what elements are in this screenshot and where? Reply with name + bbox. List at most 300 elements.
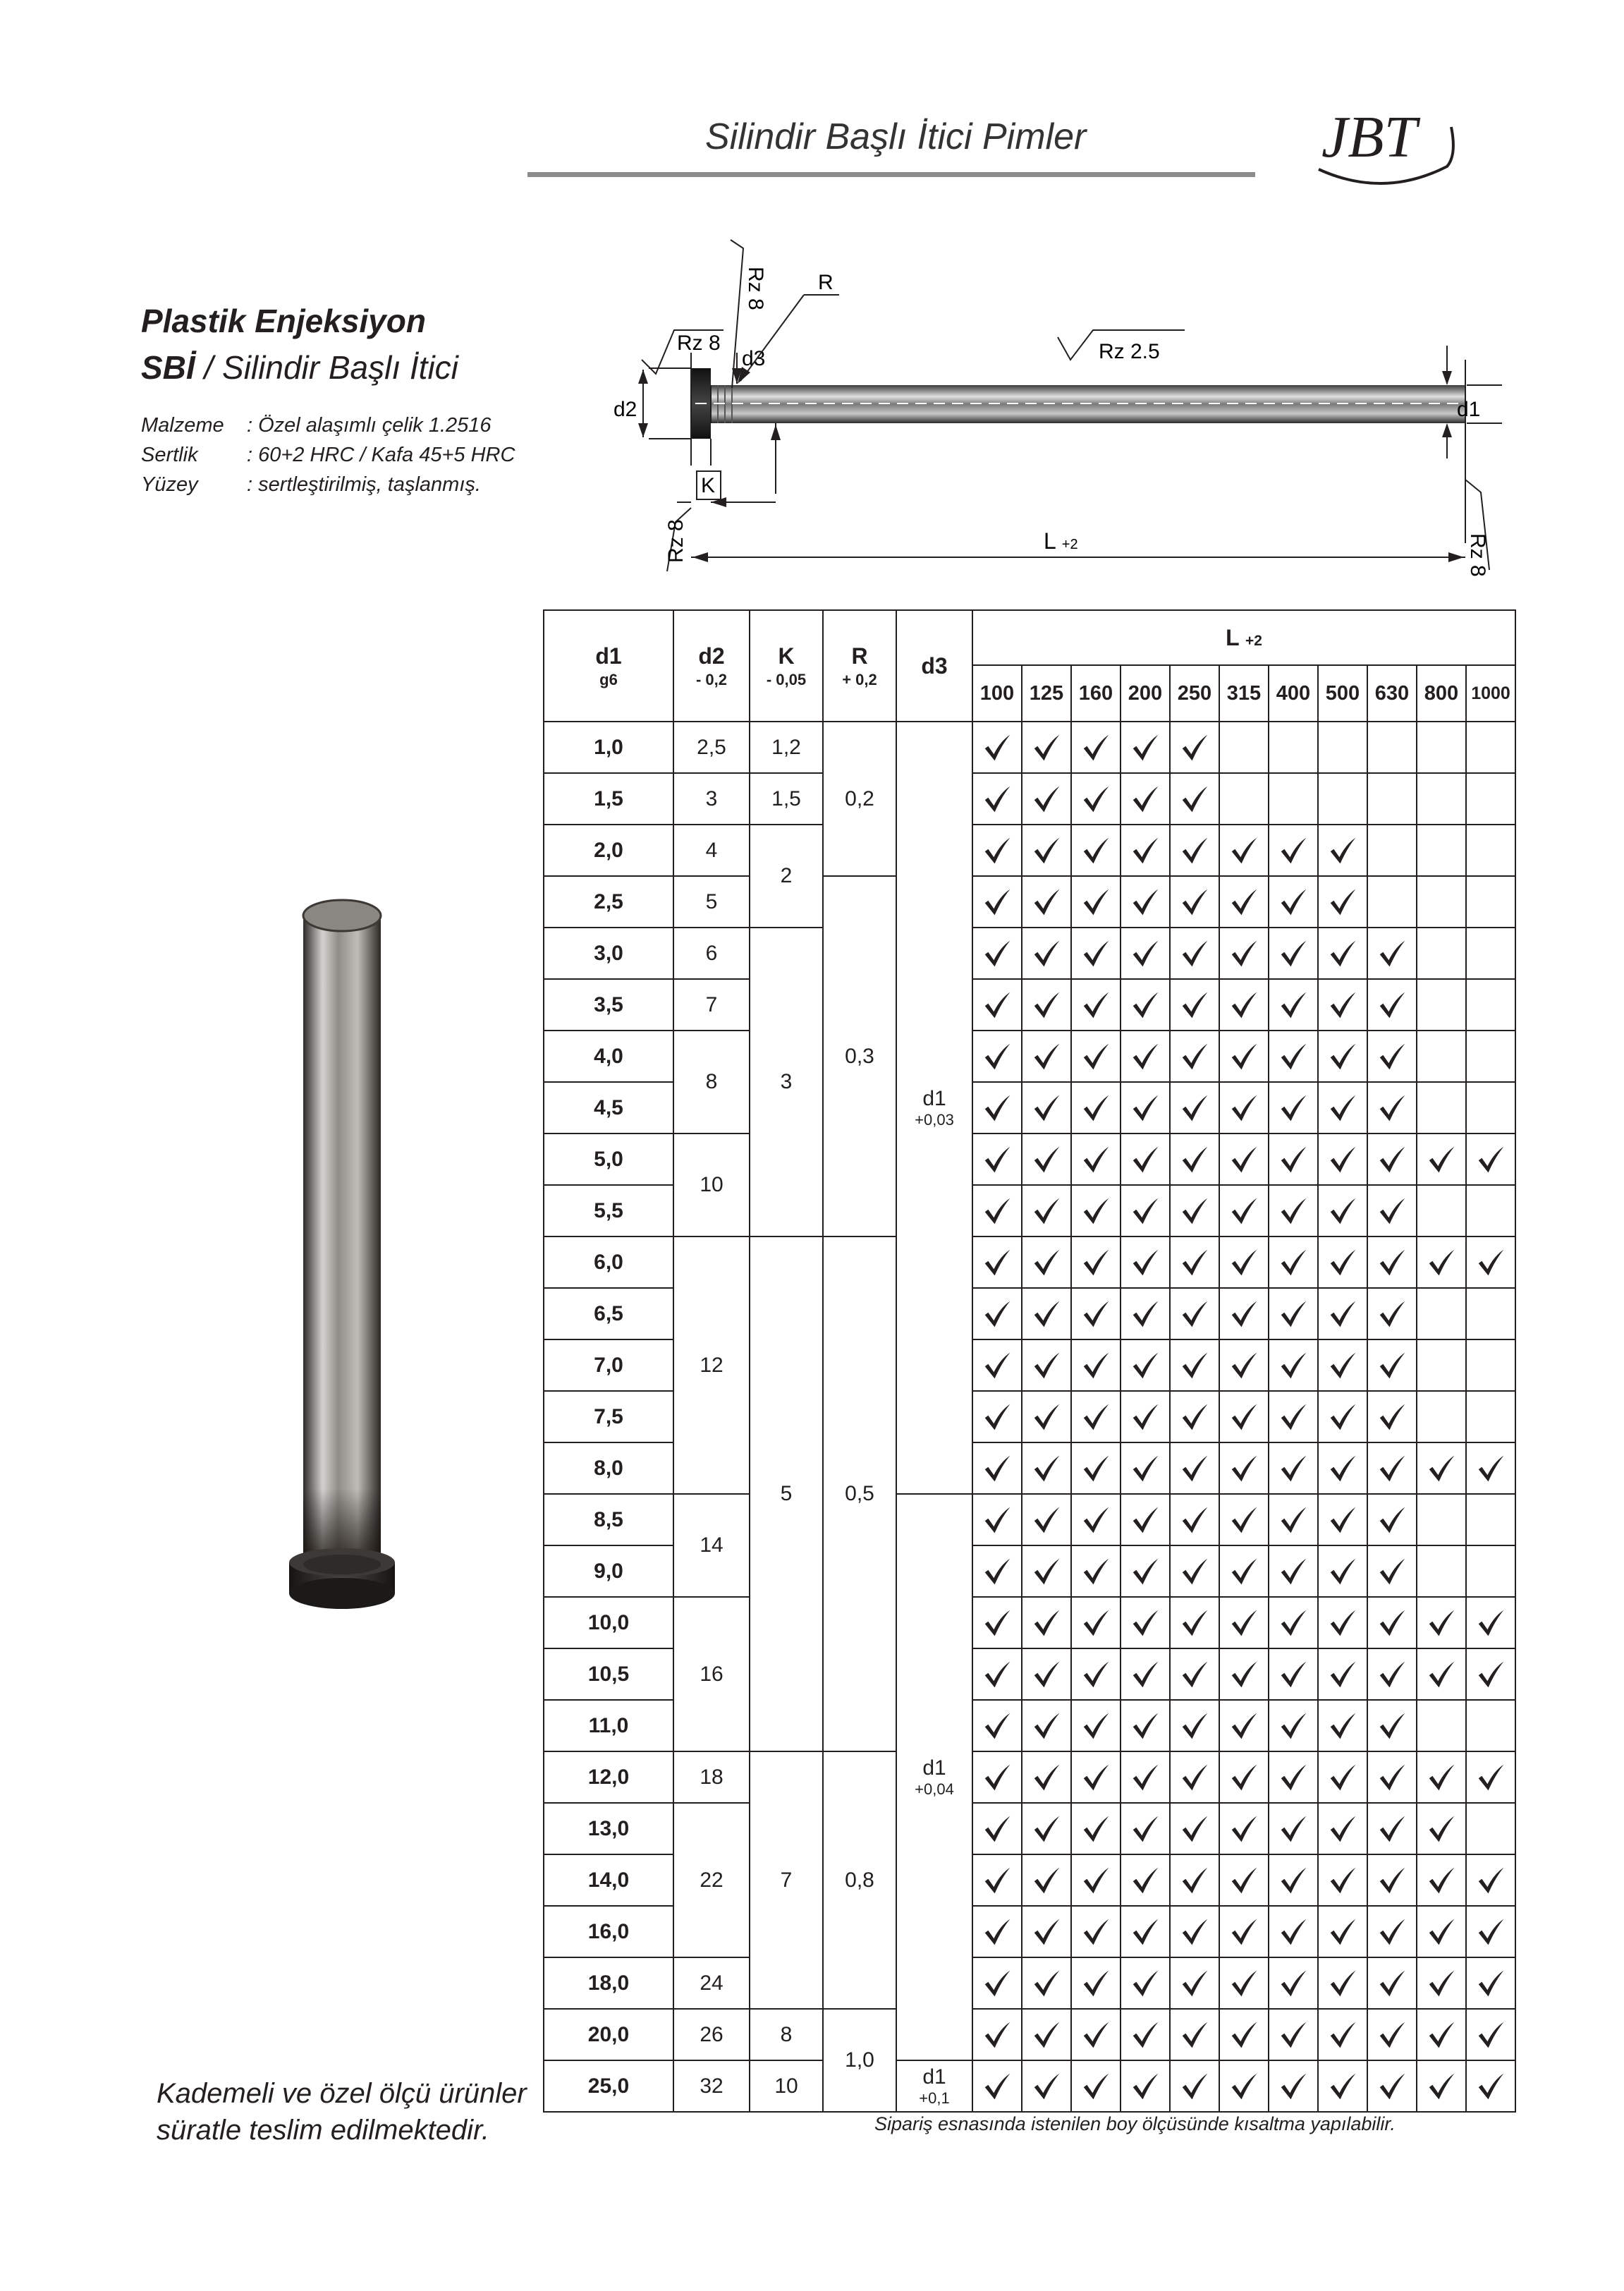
check-icon xyxy=(1228,1246,1260,1279)
availability-check-cell xyxy=(1071,876,1121,928)
d3-cell: d1 +0,03 xyxy=(896,722,972,1494)
availability-check-cell xyxy=(972,1700,1022,1751)
availability-check-cell xyxy=(1071,1134,1121,1185)
availability-check-cell xyxy=(1367,1134,1417,1185)
check-icon xyxy=(1080,1195,1112,1227)
check-icon xyxy=(1326,1298,1359,1330)
availability-check-cell xyxy=(1121,1648,1170,1700)
availability-check-cell xyxy=(1022,1442,1071,1494)
check-icon xyxy=(1080,1555,1112,1588)
check-icon xyxy=(981,1143,1013,1176)
availability-check-cell xyxy=(1022,1494,1071,1545)
check-icon xyxy=(1178,1298,1211,1330)
availability-check-cell xyxy=(1170,1391,1219,1442)
availability-check-cell xyxy=(1417,1236,1466,1288)
availability-check-cell xyxy=(1022,722,1071,773)
availability-check-cell xyxy=(1121,1339,1170,1391)
check-icon xyxy=(1080,1916,1112,1948)
availability-check-cell xyxy=(1318,1185,1367,1236)
availability-check-cell xyxy=(1071,1803,1121,1854)
d2-cell: 12 xyxy=(673,1236,750,1494)
availability-check-cell xyxy=(972,1134,1022,1185)
availability-check-cell xyxy=(1170,1957,1219,2009)
availability-check-cell xyxy=(1219,1442,1269,1494)
rz25-label: Rz 2.5 xyxy=(1099,340,1160,363)
check-icon xyxy=(1475,1761,1507,1794)
check-icon xyxy=(1376,1401,1408,1433)
check-icon xyxy=(1277,1298,1309,1330)
check-icon xyxy=(1228,1864,1260,1897)
d2-cell: 22 xyxy=(673,1803,750,1957)
availability-check-cell xyxy=(1170,1494,1219,1545)
availability-check-cell xyxy=(1269,1339,1318,1391)
spec-row-surface xyxy=(141,470,515,499)
availability-empty-cell xyxy=(1318,722,1367,773)
check-icon xyxy=(1129,2019,1161,2051)
check-icon xyxy=(1277,1246,1309,1279)
availability-empty-cell xyxy=(1417,1545,1466,1597)
availability-check-cell xyxy=(1219,876,1269,928)
d3-cell: d1 +0,04 xyxy=(896,1494,972,2060)
check-icon xyxy=(1228,1658,1260,1691)
check-icon xyxy=(1475,1916,1507,1948)
technical-drawing xyxy=(606,212,1509,578)
availability-check-cell xyxy=(1269,2060,1318,2112)
availability-check-cell xyxy=(1022,1597,1071,1648)
availability-check-cell xyxy=(1417,1442,1466,1494)
check-icon xyxy=(1326,989,1359,1021)
check-icon xyxy=(1475,1864,1507,1897)
k-cell: 7 xyxy=(750,1751,823,2009)
table-row xyxy=(544,1803,1515,1854)
availability-check-cell xyxy=(1367,1545,1417,1597)
availability-check-cell xyxy=(1367,1803,1417,1854)
availability-check-cell xyxy=(1022,2060,1071,2112)
pin-photo xyxy=(268,896,437,1629)
availability-check-cell xyxy=(1170,825,1219,876)
check-icon xyxy=(1030,1916,1063,1948)
availability-check-cell xyxy=(1071,1339,1121,1391)
availability-check-cell xyxy=(1318,928,1367,979)
check-icon xyxy=(1129,1916,1161,1948)
availability-check-cell xyxy=(1466,1597,1515,1648)
availability-check-cell xyxy=(1022,1185,1071,1236)
rz8-end-label: Rz 8 xyxy=(1466,533,1489,577)
table-row xyxy=(544,1134,1515,1185)
check-icon xyxy=(1277,1143,1309,1176)
spec-value: : Özel alaşımlı çelik 1.2516 xyxy=(247,414,492,437)
table-row xyxy=(544,928,1515,979)
check-icon xyxy=(1228,1092,1260,1124)
d1-cell: 4,0 xyxy=(544,1031,673,1082)
check-icon xyxy=(1475,1452,1507,1485)
availability-check-cell xyxy=(1071,1185,1121,1236)
check-icon xyxy=(1326,1401,1359,1433)
rz8-head-label: Rz 8 xyxy=(677,332,721,355)
check-icon xyxy=(1425,1864,1458,1897)
check-icon xyxy=(1129,1658,1161,1691)
availability-check-cell xyxy=(1417,2060,1466,2112)
availability-check-cell xyxy=(1466,1442,1515,1494)
availability-check-cell xyxy=(972,1339,1022,1391)
check-icon xyxy=(981,1607,1013,1639)
check-icon xyxy=(1475,2070,1507,2103)
availability-empty-cell xyxy=(1466,722,1515,773)
check-icon xyxy=(981,1349,1013,1382)
availability-check-cell xyxy=(1219,1751,1269,1803)
table-row xyxy=(544,2060,1515,2112)
d3-label: d3 xyxy=(742,347,766,370)
d1-cell: 18,0 xyxy=(544,1957,673,2009)
check-icon xyxy=(1277,1607,1309,1639)
check-icon xyxy=(1228,1298,1260,1330)
header-d1: d1 g6 xyxy=(544,610,673,722)
check-icon xyxy=(1228,1452,1260,1485)
availability-check-cell xyxy=(1367,1236,1417,1288)
availability-check-cell xyxy=(1170,1751,1219,1803)
k-cell: 8 xyxy=(750,2009,823,2060)
availability-check-cell xyxy=(1022,1236,1071,1288)
check-icon xyxy=(1425,1143,1458,1176)
check-icon xyxy=(1129,1607,1161,1639)
r-cell: 0,5 xyxy=(823,1236,896,1751)
availability-empty-cell xyxy=(1417,722,1466,773)
availability-check-cell xyxy=(1269,1288,1318,1339)
availability-check-cell xyxy=(1269,1442,1318,1494)
availability-check-cell xyxy=(1121,1751,1170,1803)
check-icon xyxy=(1080,1967,1112,2000)
length-630: 630 xyxy=(1367,665,1417,722)
check-icon xyxy=(1326,1710,1359,1742)
availability-check-cell xyxy=(1170,2009,1219,2060)
availability-check-cell xyxy=(1219,1031,1269,1082)
check-icon xyxy=(1326,1761,1359,1794)
check-icon xyxy=(1228,834,1260,867)
d1-cell: 3,5 xyxy=(544,979,673,1031)
check-icon xyxy=(1129,1504,1161,1536)
check-icon xyxy=(981,1864,1013,1897)
availability-check-cell xyxy=(1170,722,1219,773)
header-k: K - 0,05 xyxy=(750,610,823,722)
d1-cell: 7,0 xyxy=(544,1339,673,1391)
availability-check-cell xyxy=(972,1854,1022,1906)
check-icon xyxy=(1326,1092,1359,1124)
table-row xyxy=(544,1236,1515,1288)
check-icon xyxy=(1277,1195,1309,1227)
availability-check-cell xyxy=(1466,1957,1515,2009)
check-icon xyxy=(1277,937,1309,970)
availability-check-cell xyxy=(1367,1288,1417,1339)
check-icon xyxy=(1129,1401,1161,1433)
check-icon xyxy=(1326,1143,1359,1176)
check-icon xyxy=(1277,886,1309,918)
availability-check-cell xyxy=(1121,773,1170,825)
d3-cell: d1 +0,1 xyxy=(896,2060,972,2112)
spec-table xyxy=(543,609,1516,2113)
d2-cell: 32 xyxy=(673,2060,750,2112)
availability-check-cell xyxy=(1121,1957,1170,2009)
r-cell: 1,0 xyxy=(823,2009,896,2112)
availability-check-cell xyxy=(1318,1545,1367,1597)
length-100: 100 xyxy=(972,665,1022,722)
check-icon xyxy=(1080,1864,1112,1897)
d2-cell: 7 xyxy=(673,979,750,1031)
logo-text: JBT xyxy=(1321,104,1417,170)
check-icon xyxy=(1425,1967,1458,2000)
length-500: 500 xyxy=(1318,665,1367,722)
availability-check-cell xyxy=(1367,1339,1417,1391)
availability-check-cell xyxy=(1269,1854,1318,1906)
availability-check-cell xyxy=(1022,773,1071,825)
check-icon xyxy=(1376,1143,1408,1176)
availability-check-cell xyxy=(1170,1597,1219,1648)
availability-check-cell xyxy=(972,928,1022,979)
d2-cell: 10 xyxy=(673,1134,750,1236)
check-icon xyxy=(1277,1401,1309,1433)
check-icon xyxy=(981,2019,1013,2051)
k-cell: 2 xyxy=(750,825,823,928)
availability-check-cell xyxy=(1318,1082,1367,1134)
availability-check-cell xyxy=(1466,1906,1515,1957)
check-icon xyxy=(1228,1607,1260,1639)
table-row xyxy=(544,825,1515,876)
availability-check-cell xyxy=(1318,1391,1367,1442)
check-icon xyxy=(1030,1452,1063,1485)
availability-check-cell xyxy=(1318,1648,1367,1700)
check-icon xyxy=(1129,1349,1161,1382)
check-icon xyxy=(1030,1349,1063,1382)
availability-check-cell xyxy=(1367,1031,1417,1082)
d1-cell: 5,5 xyxy=(544,1185,673,1236)
product-subtitle xyxy=(141,348,458,387)
check-icon xyxy=(1129,1452,1161,1485)
check-icon xyxy=(1376,2070,1408,2103)
availability-check-cell xyxy=(1121,1391,1170,1442)
check-icon xyxy=(1030,1710,1063,1742)
availability-check-cell xyxy=(1318,1339,1367,1391)
check-icon xyxy=(1178,2070,1211,2103)
check-icon xyxy=(1326,2070,1359,2103)
availability-check-cell xyxy=(1367,2009,1417,2060)
check-icon xyxy=(1129,783,1161,815)
check-icon xyxy=(1228,1040,1260,1073)
product-code: SBİ xyxy=(141,349,195,386)
d1-cell: 2,5 xyxy=(544,876,673,928)
check-icon xyxy=(1376,1195,1408,1227)
availability-check-cell xyxy=(972,1957,1022,2009)
length-160: 160 xyxy=(1071,665,1121,722)
availability-check-cell xyxy=(1170,1906,1219,1957)
d1-cell: 20,0 xyxy=(544,2009,673,2060)
check-icon xyxy=(1376,1761,1408,1794)
check-icon xyxy=(1080,834,1112,867)
check-icon xyxy=(1376,1452,1408,1485)
availability-empty-cell xyxy=(1466,928,1515,979)
check-icon xyxy=(1475,1607,1507,1639)
d2-cell: 4 xyxy=(673,825,750,876)
availability-check-cell xyxy=(1269,979,1318,1031)
table-row xyxy=(544,722,1515,773)
availability-check-cell xyxy=(972,2009,1022,2060)
availability-check-cell xyxy=(1071,773,1121,825)
check-icon xyxy=(1178,1658,1211,1691)
availability-check-cell xyxy=(1318,1700,1367,1751)
check-icon xyxy=(1030,1658,1063,1691)
k-cell: 5 xyxy=(750,1236,823,1751)
check-icon xyxy=(1129,1813,1161,1845)
availability-check-cell xyxy=(1022,2009,1071,2060)
check-icon xyxy=(1030,1607,1063,1639)
availability-check-cell xyxy=(1269,1391,1318,1442)
d2-cell: 8 xyxy=(673,1031,750,1134)
check-icon xyxy=(1475,2019,1507,2051)
availability-check-cell xyxy=(1121,1494,1170,1545)
availability-check-cell xyxy=(1367,1185,1417,1236)
availability-check-cell xyxy=(1071,2009,1121,2060)
length-1000: 1000 xyxy=(1466,665,1515,722)
availability-check-cell xyxy=(1071,722,1121,773)
availability-check-cell xyxy=(1219,1494,1269,1545)
check-icon xyxy=(981,1658,1013,1691)
check-icon xyxy=(1376,1658,1408,1691)
availability-check-cell xyxy=(1121,1854,1170,1906)
check-icon xyxy=(1178,1916,1211,1948)
availability-check-cell xyxy=(1269,876,1318,928)
d1-cell: 14,0 xyxy=(544,1854,673,1906)
availability-check-cell xyxy=(972,1906,1022,1957)
check-icon xyxy=(1475,1658,1507,1691)
availability-check-cell xyxy=(1121,1082,1170,1134)
length-200: 200 xyxy=(1121,665,1170,722)
check-icon xyxy=(1376,1967,1408,2000)
l-tol: +2 xyxy=(1061,537,1078,552)
availability-check-cell xyxy=(972,773,1022,825)
check-icon xyxy=(1277,1761,1309,1794)
check-icon xyxy=(981,937,1013,970)
check-icon xyxy=(1376,937,1408,970)
check-icon xyxy=(1475,1967,1507,2000)
check-icon xyxy=(1080,1143,1112,1176)
check-icon xyxy=(1425,1658,1458,1691)
check-icon xyxy=(1326,1195,1359,1227)
check-icon xyxy=(1228,886,1260,918)
check-icon xyxy=(1277,1040,1309,1073)
availability-check-cell xyxy=(1219,1339,1269,1391)
check-icon xyxy=(1326,1504,1359,1536)
availability-check-cell xyxy=(972,1082,1022,1134)
availability-check-cell xyxy=(1318,979,1367,1031)
availability-check-cell xyxy=(1466,1854,1515,1906)
availability-check-cell xyxy=(1466,2009,1515,2060)
availability-check-cell xyxy=(1121,1803,1170,1854)
d1-label: d1 xyxy=(1457,398,1481,421)
availability-check-cell xyxy=(1022,1700,1071,1751)
check-icon xyxy=(981,1555,1013,1588)
check-icon xyxy=(1376,1246,1408,1279)
availability-check-cell xyxy=(1071,1545,1121,1597)
availability-check-cell xyxy=(1121,979,1170,1031)
availability-empty-cell xyxy=(1466,1288,1515,1339)
check-icon xyxy=(981,783,1013,815)
availability-check-cell xyxy=(1170,2060,1219,2112)
availability-check-cell xyxy=(1269,1700,1318,1751)
check-icon xyxy=(1178,1452,1211,1485)
check-icon xyxy=(981,1195,1013,1227)
check-icon xyxy=(981,2070,1013,2103)
header-d3: d3 xyxy=(896,610,972,722)
check-icon xyxy=(981,1040,1013,1073)
header-l: L +2 xyxy=(972,610,1515,665)
check-icon xyxy=(1326,2019,1359,2051)
d1-cell: 4,5 xyxy=(544,1082,673,1134)
check-icon xyxy=(1376,1349,1408,1382)
availability-check-cell xyxy=(1121,1031,1170,1082)
spec-list xyxy=(141,411,515,499)
availability-check-cell xyxy=(972,1288,1022,1339)
availability-check-cell xyxy=(1121,1185,1170,1236)
check-icon xyxy=(1129,1761,1161,1794)
availability-check-cell xyxy=(1022,1906,1071,1957)
availability-check-cell xyxy=(1318,1031,1367,1082)
availability-check-cell xyxy=(1219,1288,1269,1339)
l-label xyxy=(1044,528,1078,554)
availability-empty-cell xyxy=(1219,722,1269,773)
k-cell: 3 xyxy=(750,928,823,1236)
check-icon xyxy=(1228,989,1260,1021)
check-icon xyxy=(1178,1504,1211,1536)
check-icon xyxy=(1129,1143,1161,1176)
availability-check-cell xyxy=(1071,979,1121,1031)
check-icon xyxy=(1030,1864,1063,1897)
check-icon xyxy=(1129,1864,1161,1897)
check-icon xyxy=(1376,1555,1408,1588)
check-icon xyxy=(1277,1967,1309,2000)
d2-cell: 18 xyxy=(673,1751,750,1803)
check-icon xyxy=(1080,1452,1112,1485)
availability-check-cell xyxy=(1121,928,1170,979)
check-icon xyxy=(981,1401,1013,1433)
check-icon xyxy=(1277,1864,1309,1897)
availability-check-cell xyxy=(1417,1134,1466,1185)
check-icon xyxy=(1228,1143,1260,1176)
check-icon xyxy=(1228,937,1260,970)
k-label: K xyxy=(701,474,716,497)
check-icon xyxy=(1080,1607,1112,1639)
check-icon xyxy=(1376,989,1408,1021)
check-icon xyxy=(1178,1195,1211,1227)
availability-check-cell xyxy=(1071,1957,1121,2009)
check-icon xyxy=(1030,731,1063,764)
availability-check-cell xyxy=(972,979,1022,1031)
availability-check-cell xyxy=(1170,928,1219,979)
availability-check-cell xyxy=(1121,1545,1170,1597)
check-icon xyxy=(1030,1967,1063,2000)
availability-check-cell xyxy=(1367,1957,1417,2009)
availability-check-cell xyxy=(1219,1082,1269,1134)
availability-empty-cell xyxy=(1318,773,1367,825)
availability-check-cell xyxy=(1121,825,1170,876)
availability-check-cell xyxy=(1071,1854,1121,1906)
check-icon xyxy=(1030,937,1063,970)
check-icon xyxy=(1277,1349,1309,1382)
check-icon xyxy=(1129,1298,1161,1330)
check-icon xyxy=(1376,1092,1408,1124)
availability-empty-cell xyxy=(1417,1082,1466,1134)
check-icon xyxy=(981,1452,1013,1485)
check-icon xyxy=(1326,1967,1359,2000)
availability-check-cell xyxy=(1170,1288,1219,1339)
check-icon xyxy=(1129,2070,1161,2103)
